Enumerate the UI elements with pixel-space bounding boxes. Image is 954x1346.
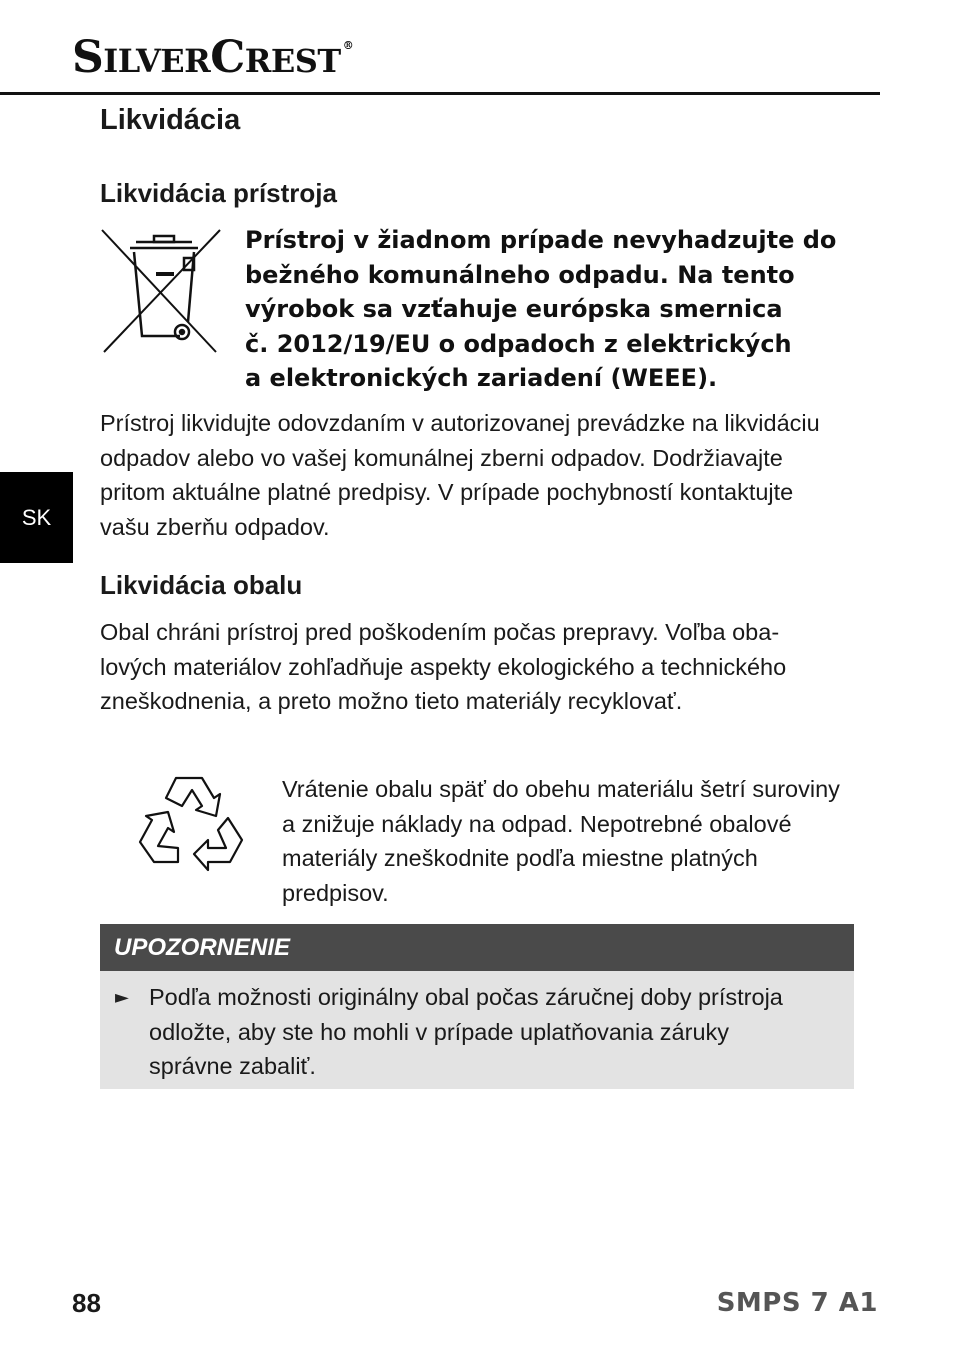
page-title: Likvidácia — [100, 104, 241, 136]
recycle-text: Vrátenie obalu späť do obehu materiálu šetrí suroviny a znižuje náklady na odpad. Nepotrebné obalové materiály zneškodnite podľa miestne platných predpisov. — [282, 776, 840, 906]
arrow-bullet-icon: ► — [115, 987, 129, 1008]
header-rule — [0, 92, 880, 95]
device-warning-text: Prístroj v žiadnom prípade nevyhadzujte do bežného komunálneho odpadu. Na tento výrobok sa vzťahuje európska smernica č. 2012/19/EU o odpadoch z elektrických a elektronických zariadení (WEEE). — [245, 226, 837, 392]
crossed-bin-icon — [100, 228, 222, 356]
language-tab: SK — [0, 472, 73, 563]
notice-box — [100, 971, 854, 1089]
packaging-disposal-text: Obal chráni prístroj pred poškodením počas prepravy. Voľba oba- lových materiálov zohľadňuje aspekty ekologického a technického zneškodnenia, a preto možno tieto materiály recyklovať. — [100, 619, 787, 714]
device-disposal-text: Prístroj likvidujte odovzdaním v autorizovanej prevádzke na likvidáciu odpadov alebo vo vašej komunálnej zberni odpadov. Dodržiavajte pritom aktuálne platné predpisy. V prípade pochybností kontaktujte vašu zberňu odpadov. — [100, 410, 820, 540]
model-name: SMPS 7 A1 — [716, 1288, 878, 1318]
silvercrest-logo: SILVERCREST ® — [72, 32, 354, 83]
notice-heading: UPOZORNENIE — [100, 924, 854, 971]
notice-text: Podľa možnosti originálny obal počas záručnej doby prístroja odložte, aby ste ho mohli v prípade uplatňovania záruky správne zabaliť. — [149, 984, 783, 1079]
packaging-disposal-heading: Likvidácia obalu — [100, 570, 303, 600]
device-disposal-heading: Likvidácia prístroja — [100, 178, 337, 208]
recycle-icon — [136, 770, 250, 878]
page-number: 88 — [72, 1288, 101, 1318]
